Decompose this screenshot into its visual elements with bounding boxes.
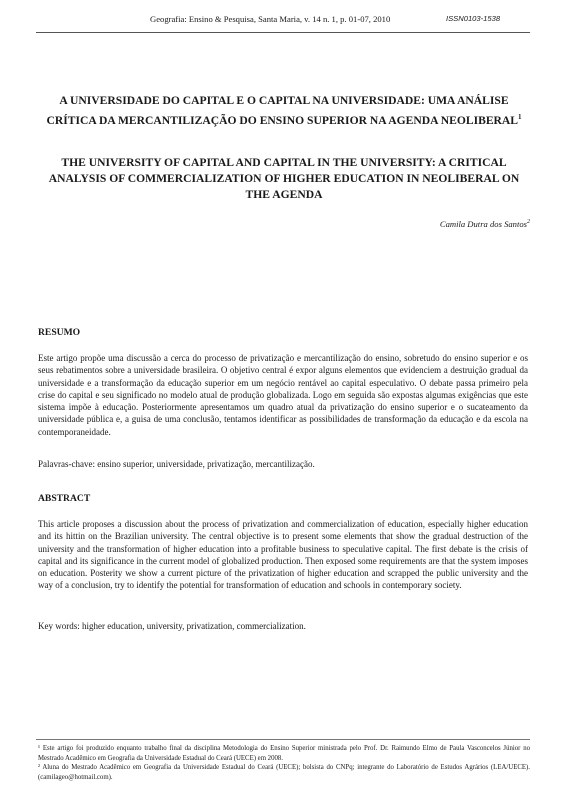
issn-label: ISSN0103-1538	[446, 14, 501, 23]
abstract-keywords: Key words: higher education, university, privatization, commercialization.	[38, 621, 306, 631]
abstract-heading: ABSTRACT	[38, 493, 91, 504]
journal-header: Geografia: Ensino & Pesquisa, Santa Maria, v. 14 n. 1, p. 01-07, 2010	[150, 14, 391, 24]
resumo-keywords: Palavras-chave: ensino superior, universidade, privatização, mercantilização.	[38, 459, 315, 469]
title-english: THE UNIVERSITY OF CAPITAL AND CAPITAL IN THE UNIVERSITY: A CRITICAL ANALYSIS OF COMMERCIALIZATION OF HIGHER EDUCATION IN NEOLIBERAL ON THE AGENDA	[48, 156, 520, 201]
title-portuguese-text: A UNIVERSIDADE DO CAPITAL E O CAPITAL NA UNIVERSIDADE: UMA ANÁLISE CRÍTICA DA MERCANTILIZAÇÃO DO ENSINO SUPERIOR NA AGENDA NEOLIBERAL	[46, 94, 519, 127]
header-rule	[36, 32, 530, 33]
author-name-text: Camila Dutra dos Santos	[439, 219, 527, 229]
title-portuguese	[40, 93, 528, 129]
footnotes	[38, 744, 530, 782]
abstract-body: This article proposes a discussion about the process of privatization and commercialization of education, especially higher education and its hittin on the Brazilian university. The central objective is to present some elements that show the gradual destruction of the university and the transformation of higher education into a profitable business to speculative capital. The first debate is the crisis of capital and its significance in the current model of globalized production. Then exposed some requirements are that the system imposes on education. Posterity we show a current picture of the privatization of higher education and scrapped the public university and the way of a conclusion, try to identify the potential for transformation of education and schools in contemporary society.	[38, 519, 528, 591]
author-name	[440, 219, 530, 229]
title-footnote-marker: 1	[518, 113, 522, 121]
footnote-1: ¹ Este artigo foi produzido enquanto trabalho final da disciplina Metodologia do Ensino Superior ministrada pelo Prof. Dr. Raimundo Elmo de Paula Vasconcelos Júnior no Mestrado Acadêmico em Geografia da Universidade Estadual do Ceará (UECE) em 2008.	[38, 745, 530, 762]
footnote-2: ² Aluna do Mestrado Acadêmico em Geografia da Universidade Estadual do Ceará (UECE); bolsista do CNPq; integrante do Laboratório de Estudos Agrários (LEA/UECE). (camilageo@hotmail.com).	[38, 764, 530, 781]
resumo-heading: RESUMO	[38, 327, 81, 338]
footnote-rule	[36, 739, 530, 740]
resumo-body: Este artigo propõe uma discussão a cerca do processo de privatização e mercantilização do ensino, sobretudo do ensino superior e os seus rebatimentos sobre a universidade brasileira. O objetivo central é expor alguns elementos que evidenciem a destruição gradual da universidade e a transformação da educação superior em um negócio rentável ao capital especulativo. O debate passa primeiro pela crise do capital e seu significado no modelo atual de produção globalizada. Logo em seguida são expostas algumas exigências que este sistema impõe à educação. Posteriormente apresentamos um quadro atual da privatização do ensino superior e o sucateamento da universidade pública e, a guisa de uma conclusão, tentamos identificar as possibilidades de transformação da educação e da escola na contemporaneidade.	[38, 353, 528, 437]
author-footnote-marker: 2	[527, 219, 530, 226]
